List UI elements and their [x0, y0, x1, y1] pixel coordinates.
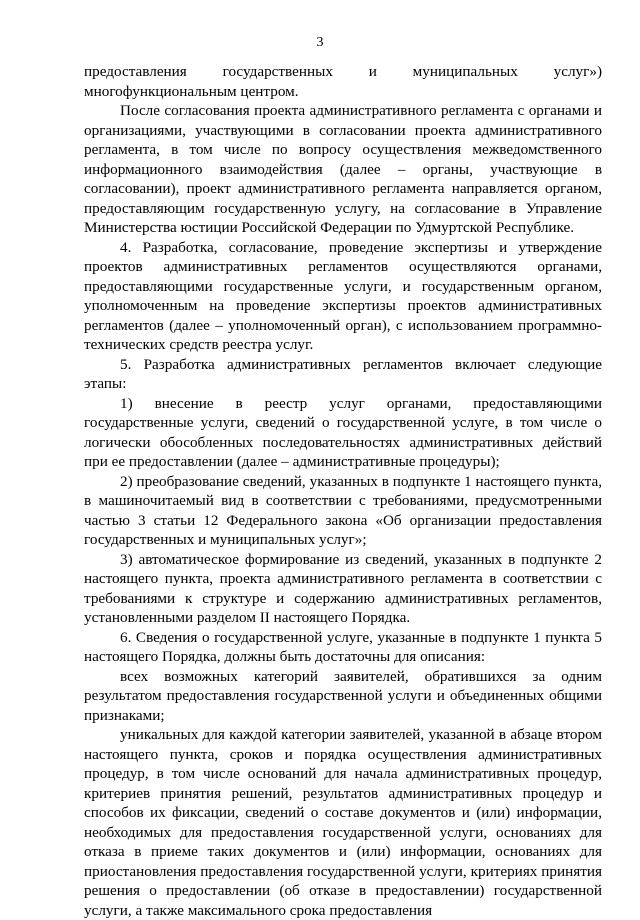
paragraph: 5. Разработка административных регламентов включает следующие этапы: — [84, 355, 602, 392]
paragraph: 2) преобразование сведений, указанных в подпункте 1 настоящего пункта, в машиночитаемый вид в соответствии с требованиями, предусмотренными частью 3 статьи 12 Федерального закона «Об организации предоставления государственных и муниципальных услуг»; — [84, 472, 602, 548]
paragraph: уникальных для каждой категории заявителей, указанной в абзаце втором настоящего пункта, сроков и порядка осуществления административных процедур, в том числе оснований для начала административных процедур, критериев принятия решений, результатов административных процедур и способов их фиксации, сведений о составе документов и (или) информации, необходимых для предоставления государственной услуги, основаниях для отказа в приеме таких документов и (или) информации, основаниях для приостановления предоставления государственной услуги, критериях принятия решения о предоставлении (об отказе в предоставлении) государственной услуги, а также максимального срока предоставления — [84, 726, 602, 919]
paragraph: 3) автоматическое формирование из сведений, указанных в подпункте 2 настоящего пункта, проекта административного регламента в соответствии с требованиями к структуре и содержанию административных регламентов, установленными разделом II настоящего Порядка. — [84, 550, 602, 626]
paragraph: 4. Разработка, согласование, проведение экспертизы и утверждение проектов административных регламентов осуществляются органами, предоставляющими государственные услуги, и государственным органом, уполномоченным на проведение экспертизы проектов административных регламентов (далее – уполномоченный орган), с использованием программно-технических средств реестра услуг. — [84, 238, 602, 353]
paragraph: предоставления государственных и муниципальных услуг») многофункциональным центром. — [84, 63, 602, 100]
paragraph: 6. Сведения о государственной услуге, указанные в подпункте 1 пункта 5 настоящего Порядка, должны быть достаточны для описания: — [84, 628, 602, 665]
paragraph: 1) внесение в реестр услуг органами, предоставляющими государственные услуги, сведений о государственной услуге, в том числе о логически обособленных последовательностях административных действий при ее предоставлении (далее – административные процедуры); — [84, 394, 602, 470]
paragraph: всех возможных категорий заявителей, обратившихся за одним результатом предоставления государственной услуги и объединенных общими признаками; — [84, 667, 602, 724]
page-number: 3 — [316, 35, 324, 50]
document-body — [84, 62, 602, 920]
paragraph: После согласования проекта административного регламента с органами и организациями, участвующими в согласовании проекта административного регламента, в том числе по вопросу осуществления межведомственного информационного взаимодействия (далее – органы, участвующие в согласовании), проект административного регламента направляется органом, предоставляющим государственную услугу, на согласование в Управление Министерства юстиции Российской Федерации по Удмуртской Республике. — [84, 102, 602, 236]
